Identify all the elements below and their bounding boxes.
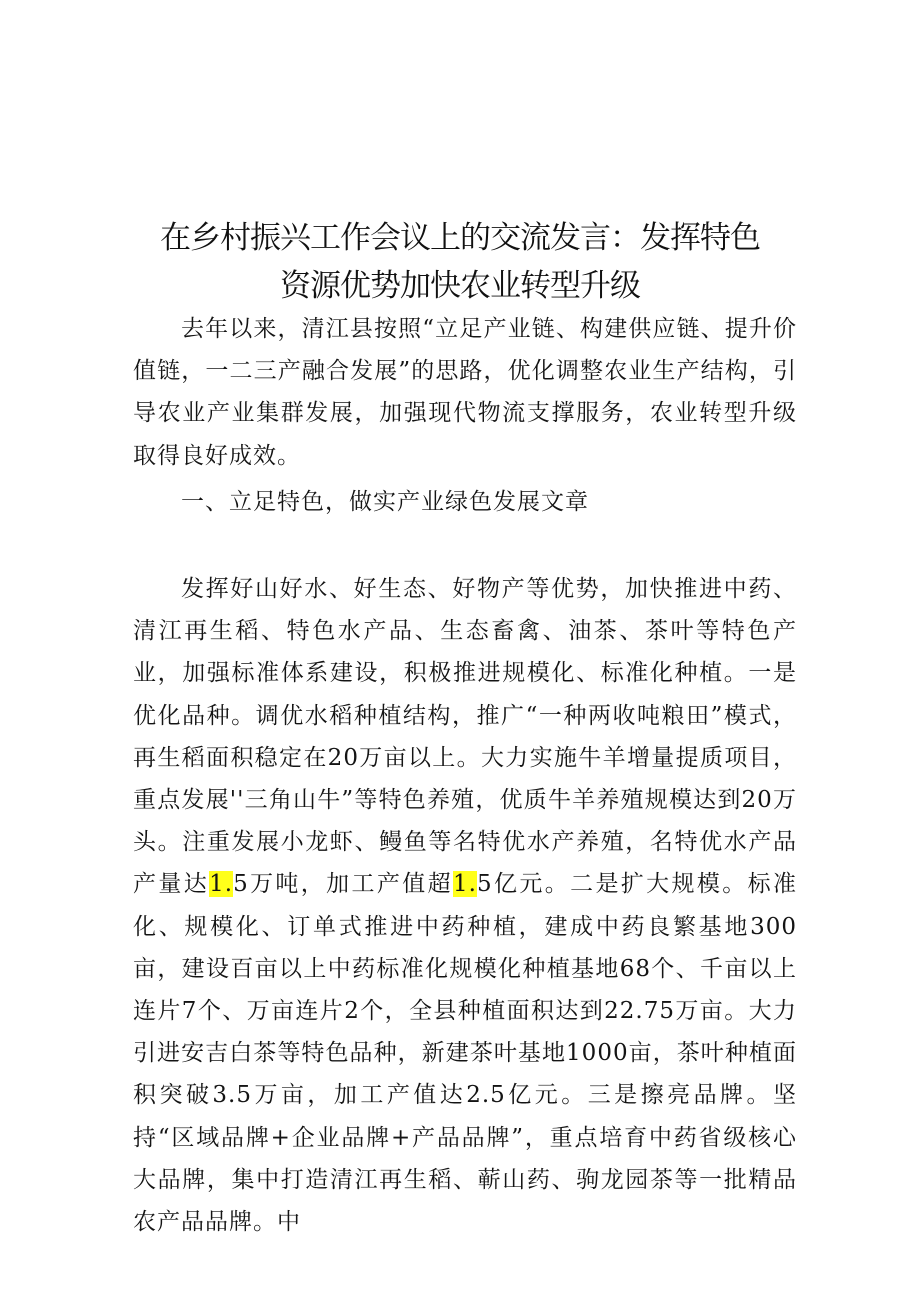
paragraph-text-part-1: 发挥好山好水、好生态、好物产等优势，加快推进中药、清江再生稻、特色水产品、生态畜禽、油茶、茶叶等特色产业，加强标准体系建设，积极推进规模化、标准化种植。一是优化品种。调优水稻种植结构，推广“一种两收吨粮田”模式，再生稻面积稳定在20万亩以上。大力实施牛羊增量提质项目，重点发展''三角山牛”等特色养殖，优质牛羊养殖规模达到20万头。注重发展小龙虾、鳗鱼等名特优水产养殖，名特优水产品产量达 [133,576,797,898]
document-title [100,214,820,310]
highlighted-number-1: 1. [209,871,234,898]
title-line-2: 资源优势加快农业转型升级 [280,268,640,304]
section-heading: 一、立足特色，做实产业绿色发展文章 [181,489,589,515]
paragraph-text-part-3: 5亿元。二是扩大规模。标准化、规模化、订单式推进中药种植，建成中药良繁基地300亩，建设百亩以上中药标准化规模化种植基地68个、千亩以上连片7个、万亩连片2个，全县种植面积达到22.75万亩。大力引进安吉白茶等特色品种，新建茶叶基地1000亩，茶叶种植面积突破3.5万亩，加工产值达2.5亿元。三是擦亮品牌。坚持“区域品牌+企业品牌+产品品牌”，重点培育中药省级核心大品牌，集中打造清江再生稻、蕲山药、驹龙园茶等一批精品农产品品牌。中 [133,871,798,1236]
intro-paragraph: 去年以来，清江县按照“立足产业链、构建供应链、提升价值链，一二三产融合发展”的思路，优化调整农业生产结构，引导农业产业集群发展，加强现代物流支撑服务，农业转型升级取得良好成效。 [133,316,797,469]
section-paragraph [133,568,797,1243]
highlighted-number-2: 1. [453,871,477,898]
paragraph-text-part-2: 5万吨，加工产值超 [233,871,454,898]
title-line-1: 在乡村振兴工作会议上的交流发言：发挥特色 [160,220,760,256]
